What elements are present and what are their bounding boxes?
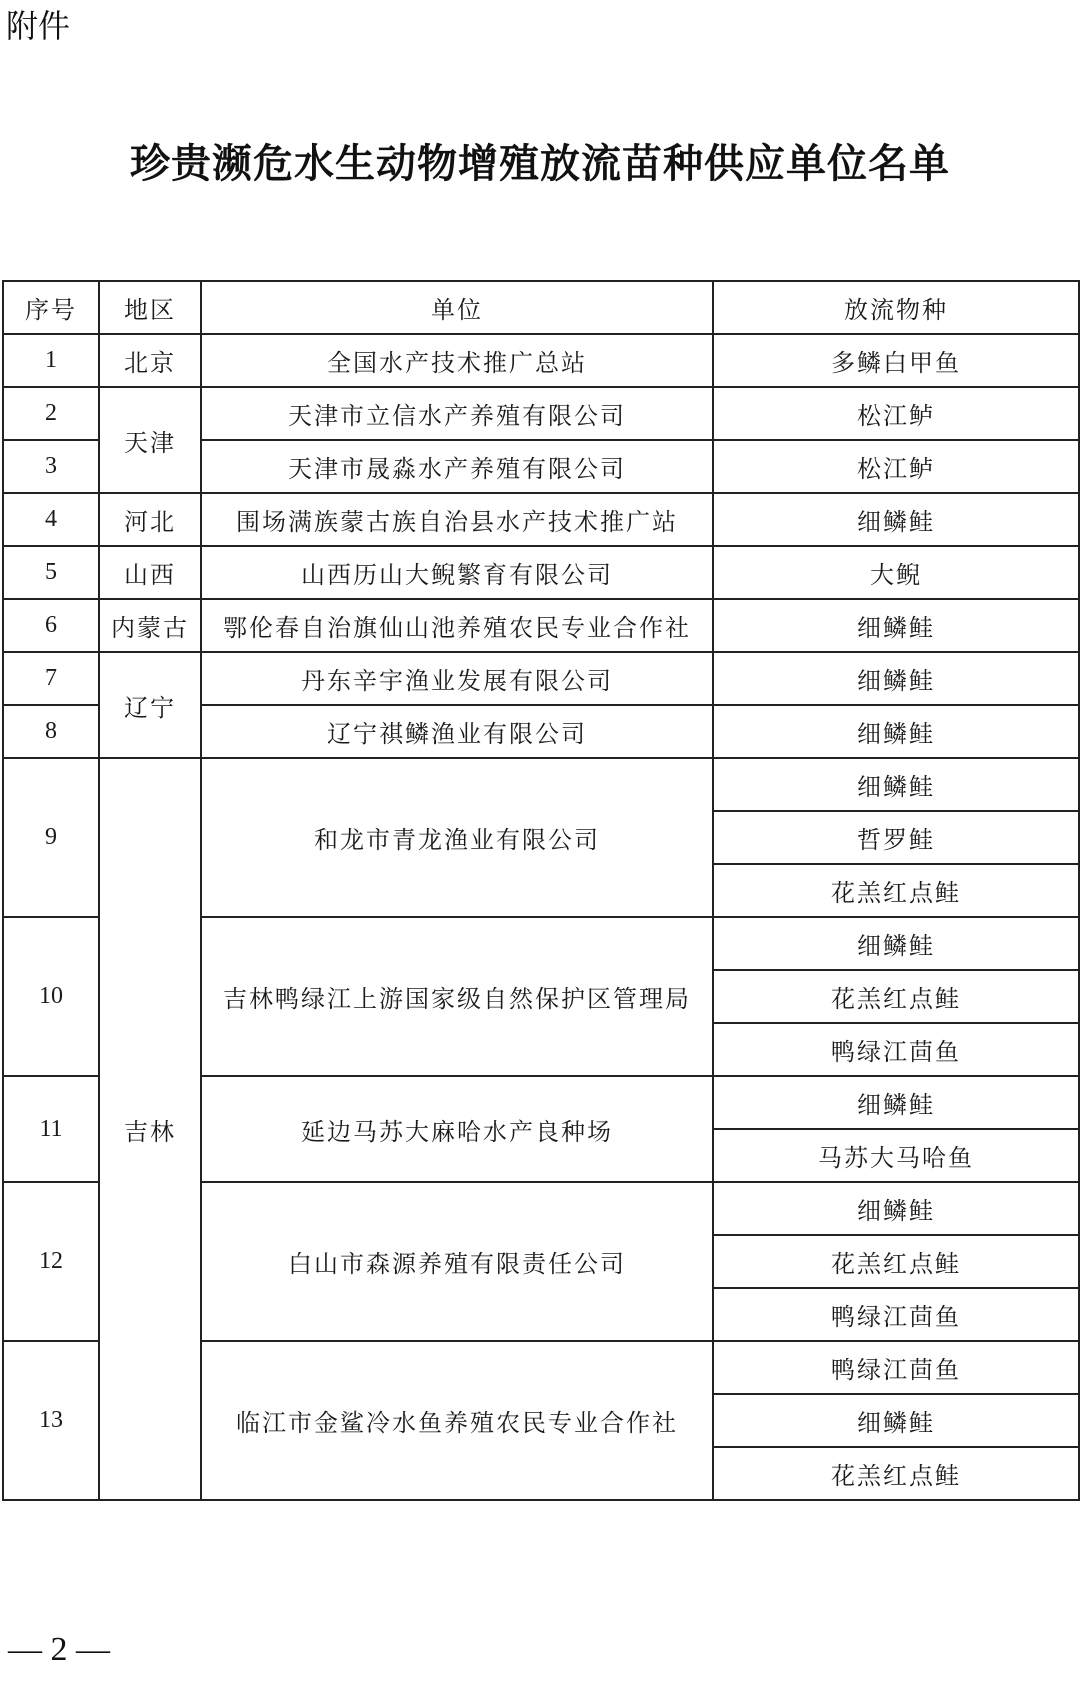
row-species: 细鳞鲑 bbox=[713, 1076, 1079, 1129]
row-unit: 临江市金鲨冷水鱼养殖农民专业合作社 bbox=[201, 1341, 713, 1500]
row-species: 细鳞鲑 bbox=[713, 705, 1079, 758]
row-species: 多鳞白甲鱼 bbox=[713, 334, 1079, 387]
row-region: 河北 bbox=[99, 493, 201, 546]
row-unit: 丹东辛宇渔业发展有限公司 bbox=[201, 652, 713, 705]
row-region: 内蒙古 bbox=[99, 599, 201, 652]
header-species: 放流物种 bbox=[713, 281, 1079, 334]
row-region: 北京 bbox=[99, 334, 201, 387]
supplier-table bbox=[2, 280, 1080, 1501]
row-unit: 山西历山大鲵繁育有限公司 bbox=[201, 546, 713, 599]
table-row bbox=[3, 387, 1079, 440]
row-index: 10 bbox=[3, 917, 99, 1076]
table-body bbox=[3, 281, 1079, 1500]
row-species: 鸭绿江茴鱼 bbox=[713, 1341, 1079, 1394]
header-index: 序号 bbox=[3, 281, 99, 334]
row-index: 11 bbox=[3, 1076, 99, 1182]
row-unit: 吉林鸭绿江上游国家级自然保护区管理局 bbox=[201, 917, 713, 1076]
row-species: 细鳞鲑 bbox=[713, 493, 1079, 546]
row-species: 大鲵 bbox=[713, 546, 1079, 599]
row-index: 1 bbox=[3, 334, 99, 387]
row-index: 2 bbox=[3, 387, 99, 440]
row-unit: 延边马苏大麻哈水产良种场 bbox=[201, 1076, 713, 1182]
row-species: 松江鲈 bbox=[713, 440, 1079, 493]
table-row bbox=[3, 652, 1079, 705]
row-species: 细鳞鲑 bbox=[713, 1182, 1079, 1235]
row-species: 花羔红点鲑 bbox=[713, 1447, 1079, 1500]
row-region: 吉林 bbox=[99, 758, 201, 1500]
row-unit: 鄂伦春自治旗仙山池养殖农民专业合作社 bbox=[201, 599, 713, 652]
table-header-row bbox=[3, 281, 1079, 334]
row-unit: 辽宁祺鳞渔业有限公司 bbox=[201, 705, 713, 758]
document-title: 珍贵濒危水生动物增殖放流苗种供应单位名单 bbox=[130, 141, 950, 187]
row-species: 细鳞鲑 bbox=[713, 599, 1079, 652]
row-species: 细鳞鲑 bbox=[713, 917, 1079, 970]
header-unit: 单位 bbox=[201, 281, 713, 334]
row-unit: 围场满族蒙古族自治县水产技术推广站 bbox=[201, 493, 713, 546]
row-region: 辽宁 bbox=[99, 652, 201, 758]
row-unit: 全国水产技术推广总站 bbox=[201, 334, 713, 387]
row-region: 山西 bbox=[99, 546, 201, 599]
page-number: — 2 — bbox=[8, 1631, 110, 1668]
row-species: 哲罗鲑 bbox=[713, 811, 1079, 864]
row-species: 鸭绿江茴鱼 bbox=[713, 1288, 1079, 1341]
row-region: 天津 bbox=[99, 387, 201, 493]
row-index: 4 bbox=[3, 493, 99, 546]
row-species: 鸭绿江茴鱼 bbox=[713, 1023, 1079, 1076]
table-row bbox=[3, 493, 1079, 546]
row-unit: 天津市晟淼水产养殖有限公司 bbox=[201, 440, 713, 493]
table-row bbox=[3, 546, 1079, 599]
row-species: 细鳞鲑 bbox=[713, 1394, 1079, 1447]
table-row bbox=[3, 599, 1079, 652]
row-unit: 和龙市青龙渔业有限公司 bbox=[201, 758, 713, 917]
row-species: 马苏大马哈鱼 bbox=[713, 1129, 1079, 1182]
header-region: 地区 bbox=[99, 281, 201, 334]
row-index: 6 bbox=[3, 599, 99, 652]
attachment-label: 附件 bbox=[6, 7, 71, 45]
row-index: 8 bbox=[3, 705, 99, 758]
row-unit: 白山市森源养殖有限责任公司 bbox=[201, 1182, 713, 1341]
table-row bbox=[3, 758, 1079, 811]
row-species: 花羔红点鲑 bbox=[713, 864, 1079, 917]
row-species: 花羔红点鲑 bbox=[713, 970, 1079, 1023]
table-row bbox=[3, 334, 1079, 387]
row-index: 9 bbox=[3, 758, 99, 917]
row-index: 3 bbox=[3, 440, 99, 493]
row-species: 松江鲈 bbox=[713, 387, 1079, 440]
row-index: 7 bbox=[3, 652, 99, 705]
row-unit: 天津市立信水产养殖有限公司 bbox=[201, 387, 713, 440]
row-species: 细鳞鲑 bbox=[713, 652, 1079, 705]
row-species: 花羔红点鲑 bbox=[713, 1235, 1079, 1288]
row-index: 12 bbox=[3, 1182, 99, 1341]
row-index: 5 bbox=[3, 546, 99, 599]
row-species: 细鳞鲑 bbox=[713, 758, 1079, 811]
row-index: 13 bbox=[3, 1341, 99, 1500]
